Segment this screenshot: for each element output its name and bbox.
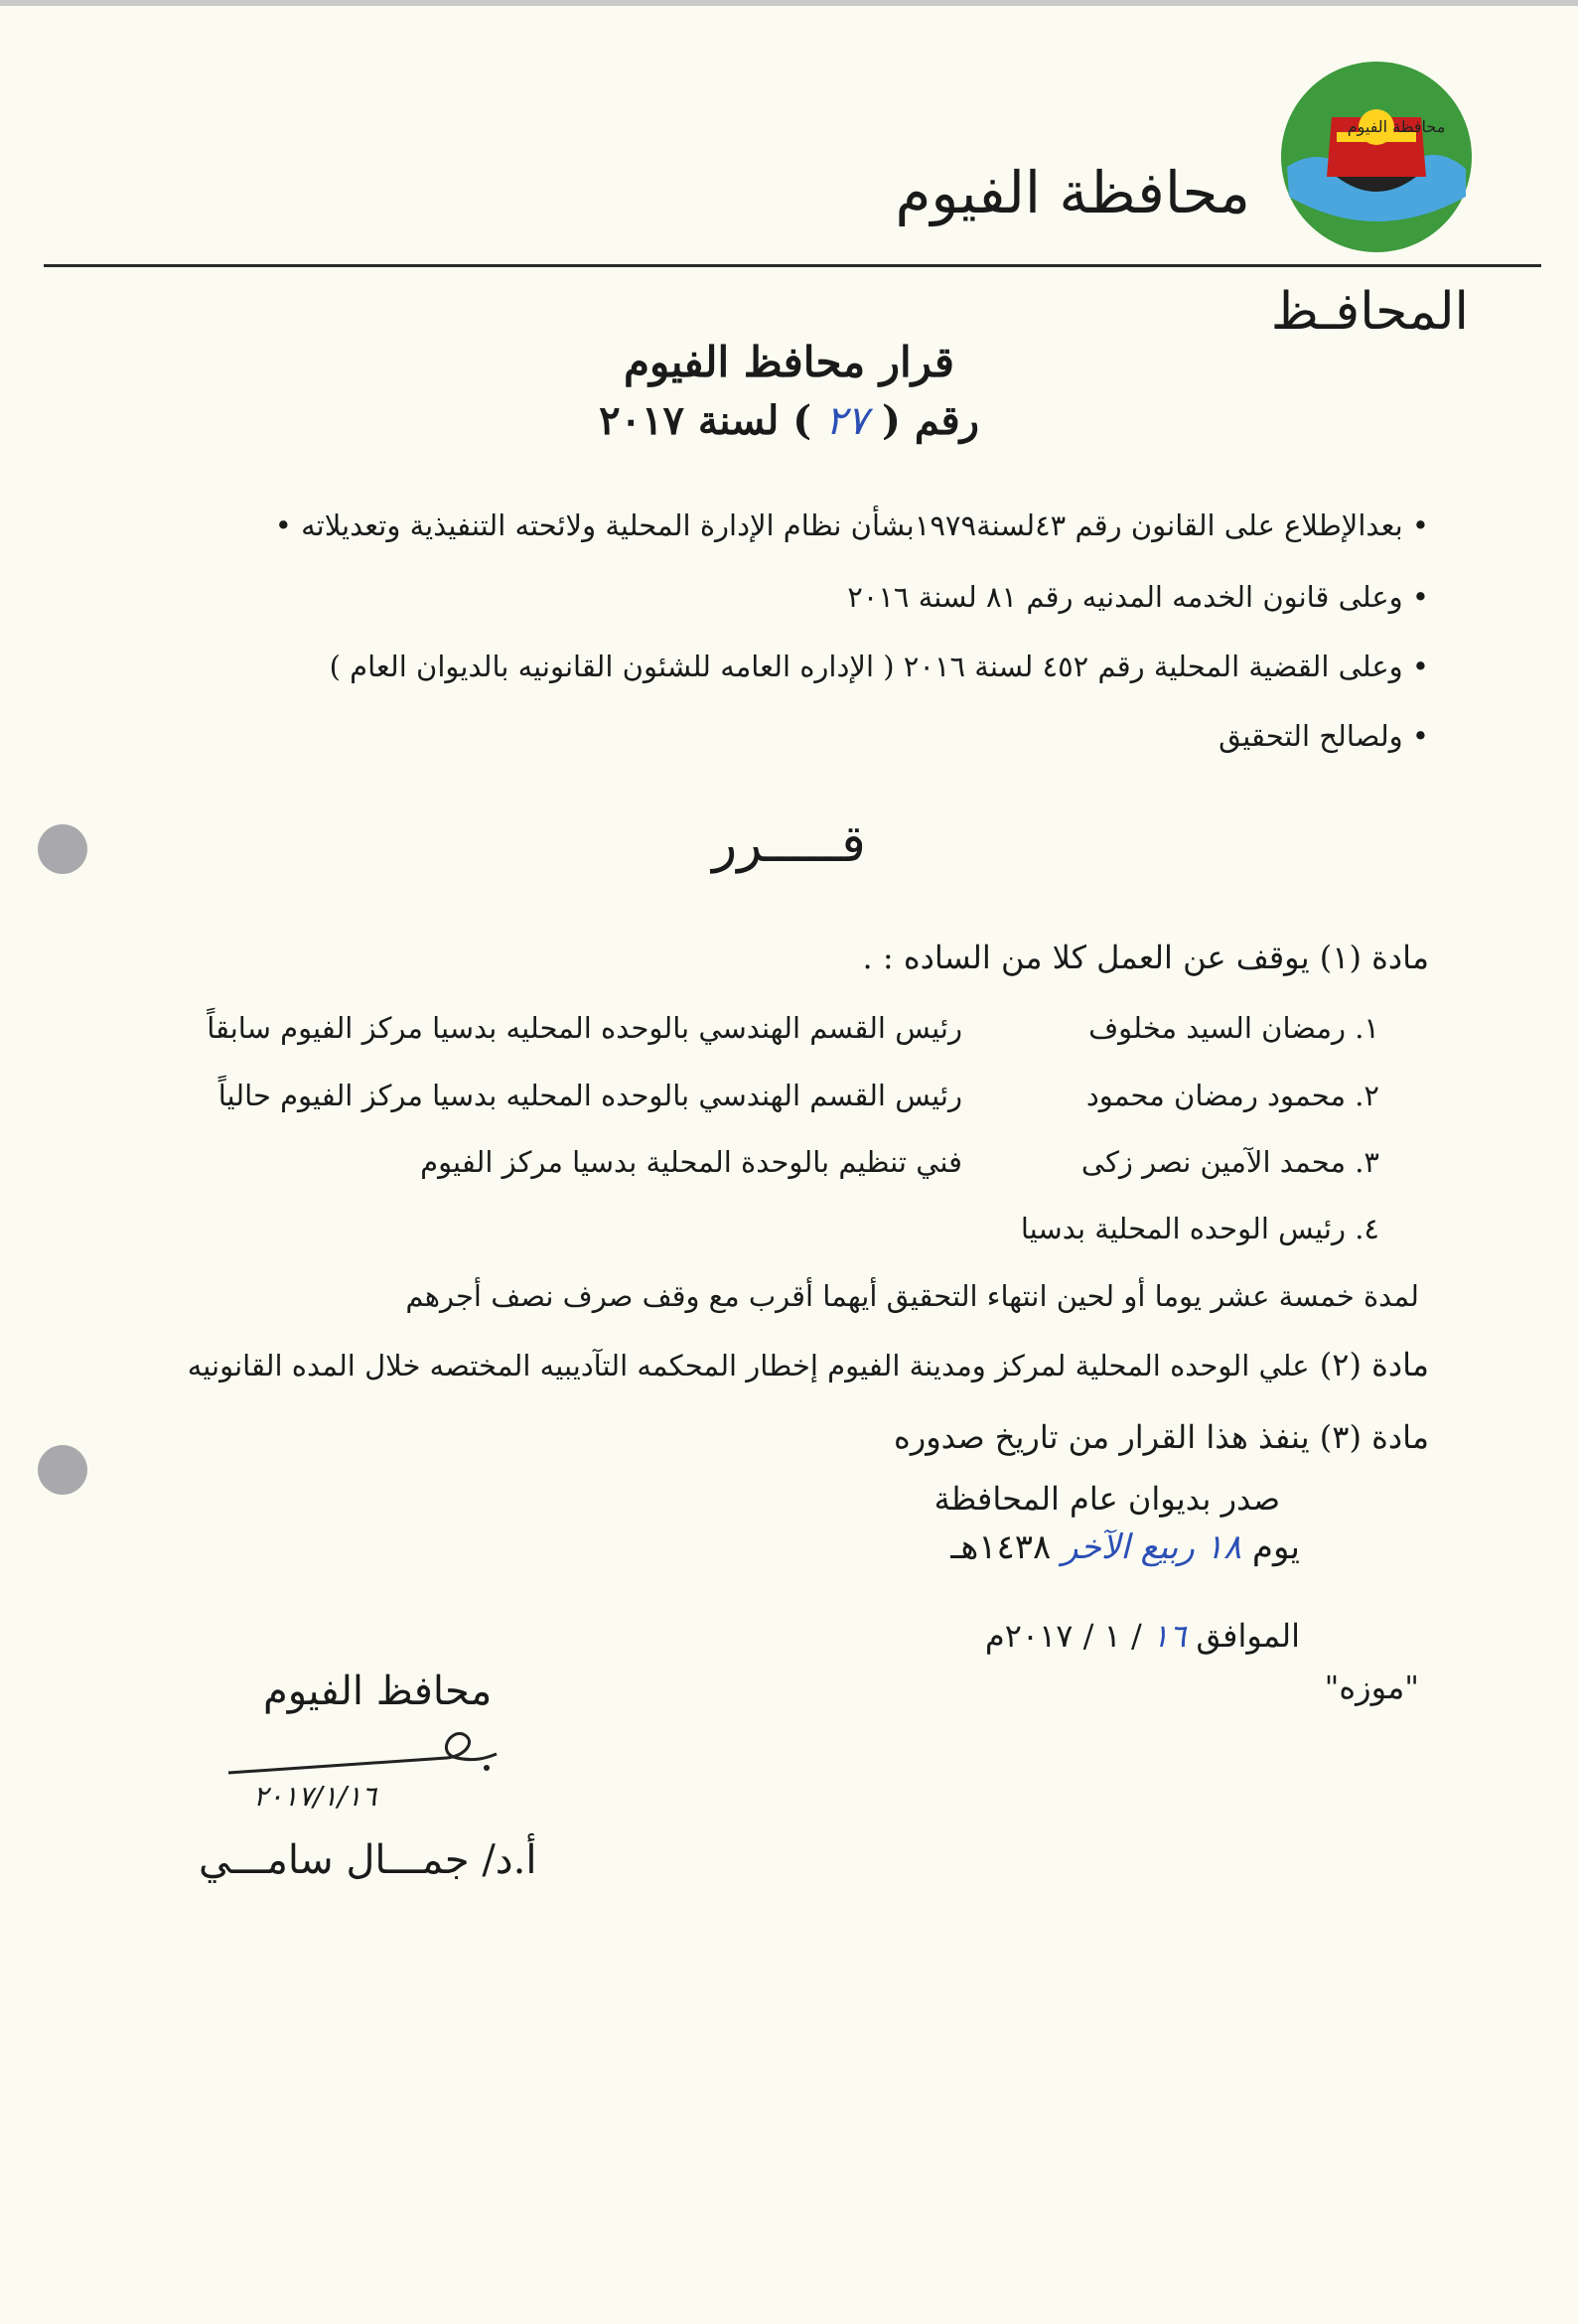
- decision-number-suffix: ) لسنة ٢٠١٧: [599, 397, 812, 444]
- article-3-label: مادة (٣): [1319, 1418, 1429, 1456]
- preamble-line: • بعدالإطلاع على القانون رقم ٤٣لسنة١٩٧٩بشأن نظام الإدارة المحلية ولائحته التنفيذية وتعديلاته •: [274, 508, 1429, 542]
- issued-gregorian-handwritten: ١٦: [1151, 1617, 1187, 1655]
- decision-number: [0, 397, 1578, 444]
- issued-day-label: يوم: [1251, 1527, 1300, 1567]
- governorate-name: محافظة الفيوم: [895, 159, 1250, 226]
- office-title: المحافـظ: [1270, 282, 1469, 342]
- stamp-note: "موزه": [1324, 1669, 1419, 1706]
- page-top-edge: [0, 0, 1578, 6]
- qarar-heading: قـــــرر: [712, 814, 866, 874]
- person-name: ٤. رئيس الوحده المحلية بدسيا: [1020, 1212, 1379, 1245]
- issued-gregorian: [985, 1617, 1300, 1655]
- signatory-name: أ.د/ جمـــال سامـــي: [199, 1837, 537, 1883]
- punch-hole: [38, 1445, 87, 1495]
- issued-place: صدر بديوان عام المحافظة: [933, 1480, 1280, 1518]
- preamble-line: • ولصالح التحقيق: [1219, 719, 1429, 753]
- article-2-text: علي الوحده المحلية لمركز ومدينة الفيوم إخطار المحكمه التآديبيه المختصه خلال المده القانونيه: [187, 1349, 1310, 1382]
- signature-date: ٢٠١٧/١/١٦: [253, 1780, 377, 1813]
- article-1-label: مادة (١): [1319, 939, 1429, 976]
- article-1: [863, 939, 1429, 976]
- issued-hijri-year: ١٤٣٨هـ: [950, 1527, 1052, 1567]
- person-name: ١. رمضان السيد مخلوف: [1088, 1011, 1379, 1045]
- header-rule: [44, 264, 1541, 267]
- article-2: [188, 1346, 1429, 1383]
- signatory-title: محافظ الفيوم: [263, 1669, 493, 1714]
- person-role: رئيس القسم الهندسي بالوحده المحليه بدسيا مركز الفيوم حالياً: [217, 1079, 962, 1112]
- article-3-text: ينفذ هذا القرار من تاريخ صدوره: [893, 1418, 1310, 1456]
- logo-text: محافظة الفيوم: [1347, 117, 1446, 136]
- signature-scribble: [218, 1728, 506, 1788]
- preamble-line: • وعلى قانون الخدمه المدنيه رقم ٨١ لسنة ٢٠١٦: [847, 580, 1429, 614]
- issued-hijri-handwritten: ١٨ ربيع الآخر: [1062, 1527, 1242, 1567]
- article-2-label: مادة (٢): [1319, 1346, 1429, 1383]
- preamble-line: • وعلى القضية المحلية رقم ٤٥٢ لسنة ٢٠١٦ ( الإداره العامه للشئون القانونيه بالديوان العام ): [329, 650, 1429, 683]
- article-1-duration: لمدة خمسة عشر يوما أو لحين انتهاء التحقيق أيهما أقرب مع وقف صرف نصف أجرهم: [405, 1279, 1419, 1313]
- decision-number-handwritten: ٢٧: [825, 398, 869, 444]
- decision-number-prefix: رقم (: [882, 397, 979, 444]
- governorate-logo: [1277, 58, 1476, 256]
- article-1-text: يوقف عن العمل كلا من الساده : .: [862, 939, 1310, 976]
- article-3: [894, 1418, 1429, 1456]
- decision-title: قرار محافظ الفيوم: [624, 338, 954, 386]
- issued-gregorian-label: الموافق: [1196, 1617, 1300, 1655]
- person-role: رئيس القسم الهندسي بالوحده المحليه بدسيا مركز الفيوم سابقاً: [207, 1011, 962, 1045]
- issued-gregorian-rest: / ١ / ٢٠١٧م: [984, 1617, 1142, 1655]
- person-name: ٣. محمد الآمين نصر زكى: [1080, 1145, 1379, 1179]
- issued-hijri: [950, 1527, 1300, 1567]
- person-role: فني تنظيم بالوحدة المحلية بدسيا مركز الفيوم: [420, 1145, 962, 1179]
- person-name: ٢. محمود رمضان محمود: [1085, 1079, 1379, 1112]
